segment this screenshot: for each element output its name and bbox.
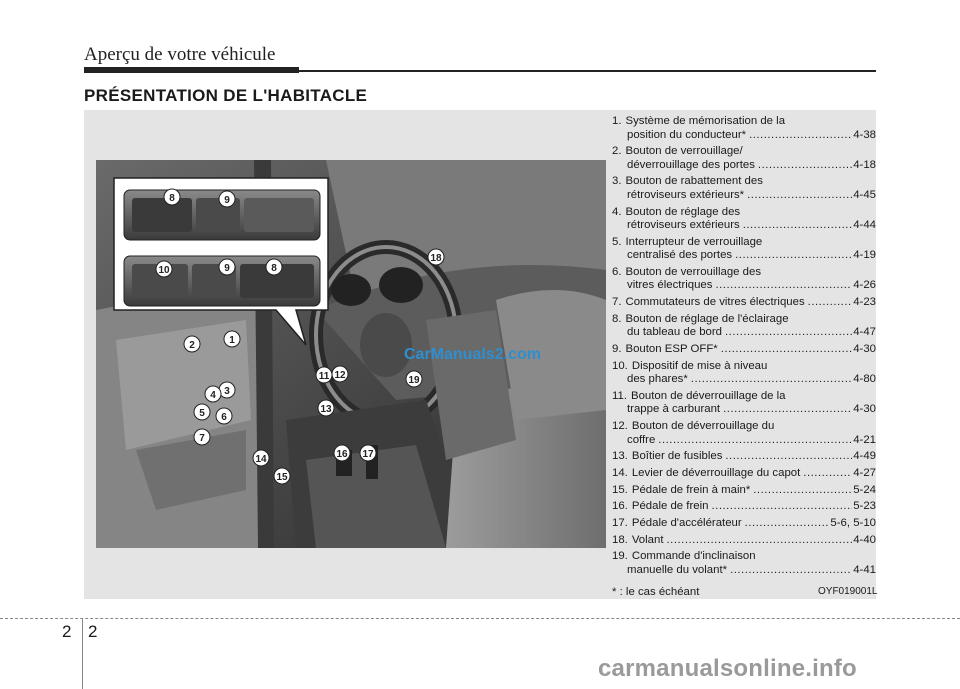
legend-item-label-cont: manuelle du volant* [627,563,728,576]
legend-item [612,145,876,172]
legend-item [612,343,876,357]
legend-item-number: 12. [612,420,628,433]
legend-item-label-cont: du tableau de bord [627,326,723,339]
footer-dashed-rule [0,618,960,619]
legend-item-page: 4-19 [853,249,876,262]
legend-item-label-cont: trappe à carburant [627,403,721,416]
legend-item [612,500,876,514]
header-rule-thin [299,70,876,72]
svg-text:15: 15 [276,472,288,483]
footer-vertical-rule [82,619,83,689]
legend-leader-dots [747,189,852,203]
legend-item-label: Bouton de déverrouillage du [631,420,775,433]
legend-item-page: 4-27 [853,466,876,479]
legend-item-page: 5-6, 5-10 [830,517,876,529]
legend-item-label: Bouton de réglage des [625,205,741,218]
legend-item-label-cont: vitres électriques [627,279,713,292]
callout-8b [266,259,282,275]
legend-item-label: Boîtier de fusibles [631,450,723,463]
legend-item [612,534,876,548]
legend-item [612,517,876,531]
legend-item-number: 2. [612,145,622,158]
svg-text:19: 19 [408,375,420,386]
legend-item [612,450,876,464]
svg-text:5: 5 [199,408,205,419]
legend-leader-dots [745,517,830,531]
callout-15 [274,468,290,484]
footnote: * : le cas échéant [612,586,700,598]
legend-item-label: Commande d'inclinaison [631,550,756,563]
legend-item-page: 4-30 [853,403,876,416]
page-number-chapter: 2 [62,622,72,641]
legend-item-number: 16. [612,500,628,513]
svg-text:8: 8 [271,263,277,274]
svg-text:7: 7 [199,433,205,444]
legend-item-number: 18. [612,533,628,546]
callout-3 [219,382,235,398]
footer-watermark: carmanualsonline.info [598,655,857,682]
section-title: PRÉSENTATION DE L'HABITACLE [84,86,368,105]
legend-item [612,266,876,293]
legend-list [612,115,876,581]
legend-item [612,550,876,577]
callout-11 [316,367,332,383]
callout-13 [318,400,334,416]
callout-19 [406,371,422,387]
callout-1 [224,331,240,347]
legend-item [612,175,876,202]
callout-9 [219,191,235,207]
legend-item-label: Bouton de verrouillage/ [625,145,743,158]
callout-16 [334,445,350,461]
figure-code: OYF019001L [818,586,878,597]
legend-item-number: 15. [612,483,628,496]
legend-leader-dots [723,403,852,417]
legend-item-page: 4-21 [853,433,876,446]
legend-item-label-cont: coffre [627,433,656,446]
page-number-page: 2 [88,622,98,641]
svg-text:16: 16 [336,449,348,460]
callout-14 [253,450,269,466]
legend-item-page: 5-23 [853,500,876,513]
svg-text:13: 13 [320,404,332,415]
callout-9b [219,259,235,275]
svg-text:9: 9 [224,195,230,206]
legend-leader-dots [758,159,852,173]
legend-item-number: 6. [612,265,622,278]
site-watermark: CarManuals2.com [404,346,541,363]
legend-item-label: Commutateurs de vitres électriques [625,296,805,309]
legend-item [612,313,876,340]
svg-text:3: 3 [224,386,230,397]
svg-text:4: 4 [210,390,216,401]
legend-leader-dots [715,279,852,293]
callout-17 [360,445,376,461]
legend-item-page: 4-80 [853,373,876,386]
legend-leader-dots [658,434,852,448]
legend-leader-dots [730,564,852,578]
svg-text:1: 1 [229,335,235,346]
legend-item-label: Pédale d'accélérateur [631,517,742,529]
legend-item-label: Pédale de frein à main* [631,483,751,496]
legend-item-number: 7. [612,296,622,309]
legend-item-page: 5-24 [853,483,876,496]
legend-item-number: 8. [612,312,622,325]
svg-text:12: 12 [334,370,346,381]
legend-leader-dots [735,249,852,263]
chapter-title: Aperçu de votre véhicule [84,44,276,65]
legend-leader-dots [725,326,852,340]
svg-text:11: 11 [318,371,330,382]
svg-text:18: 18 [430,253,442,264]
legend-item [612,296,876,310]
legend-item [612,206,876,233]
legend-item-label-cont: déverrouillage des portes [627,158,755,171]
legend-item-label: Bouton ESP OFF* [625,343,718,355]
legend-item-page: 4-47 [853,326,876,339]
legend-item-page: 4-18 [853,158,876,171]
legend-item-page: 4-49 [853,450,876,463]
legend-item [612,390,876,417]
legend-leader-dots [725,450,852,464]
legend-leader-dots [711,500,852,514]
legend-item-label: Système de mémorisation de la [625,115,786,127]
legend-leader-dots [691,373,852,387]
callout-7 [194,429,210,445]
callout-4 [205,386,221,402]
legend-item [612,484,876,498]
legend-item-label: Interrupteur de verrouillage [625,235,763,248]
legend-leader-dots [721,343,852,357]
svg-text:2: 2 [189,340,195,351]
callout-10 [156,261,172,277]
legend-item-number: 4. [612,205,622,218]
legend-item-label: Volant [631,533,664,546]
legend-item-number: 11. [612,389,627,402]
callout-5 [194,404,210,420]
legend-leader-dots [667,534,853,548]
svg-text:17: 17 [362,449,374,460]
legend-item-page: 4-38 [853,128,876,141]
legend-item [612,236,876,263]
legend-item [612,360,876,387]
legend-item-label: Levier de déverrouillage du capot [631,466,801,479]
legend-leader-dots [743,219,853,233]
legend-item [612,115,876,142]
legend-item-number: 14. [612,466,628,479]
callout-8 [164,189,180,205]
legend-leader-dots [749,129,852,143]
legend-item-label-cont: centralisé des portes [627,249,733,262]
callout-18 [428,249,444,265]
legend-item-page: 4-26 [853,279,876,292]
legend-item-number: 13. [612,450,628,463]
svg-text:14: 14 [255,454,267,465]
legend-item-label-cont: des phares* [627,373,688,386]
legend-item-page: 4-23 [853,296,876,309]
legend-item-number: 10. [612,359,628,372]
legend-item-label: Dispositif de mise à niveau [631,359,768,372]
legend-item-number: 3. [612,175,622,188]
legend-item-label: Bouton de rabattement des [625,175,763,188]
legend-item-number: 5. [612,235,622,248]
legend-item-page: 4-30 [853,343,876,355]
legend-item-number: 1. [612,115,622,127]
legend-item-page: 4-40 [853,533,876,546]
legend-leader-dots [808,296,853,310]
legend-item-page: 4-44 [853,219,876,232]
legend-item [612,467,876,481]
callout-12 [332,366,348,382]
legend-leader-dots [753,484,852,498]
legend-item-label: Pédale de frein [631,500,709,513]
legend-item-label: Bouton de verrouillage des [625,265,762,278]
legend-item-number: 17. [612,517,628,529]
legend-item-number: 9. [612,343,622,355]
legend-leader-dots [803,467,852,481]
svg-text:6: 6 [221,412,227,423]
legend-item-page: 4-45 [853,188,876,201]
legend-item-number: 19. [612,550,628,563]
legend-item-label-cont: rétroviseurs extérieurs* [627,188,745,201]
callout-2 [184,336,200,352]
legend-item-page: 4-41 [853,563,876,576]
svg-text:8: 8 [169,193,175,204]
svg-text:10: 10 [158,265,170,276]
legend-item-label: Bouton de réglage de l'éclairage [625,312,789,325]
callout-6 [216,408,232,424]
legend-item-label: Bouton de déverrouillage de la [631,389,786,402]
svg-text:9: 9 [224,263,230,274]
legend-item-label-cont: position du conducteur* [627,128,747,141]
legend-item [612,420,876,447]
header-rule-thick [84,67,299,73]
legend-item-label-cont: rétroviseurs extérieurs [627,219,740,232]
